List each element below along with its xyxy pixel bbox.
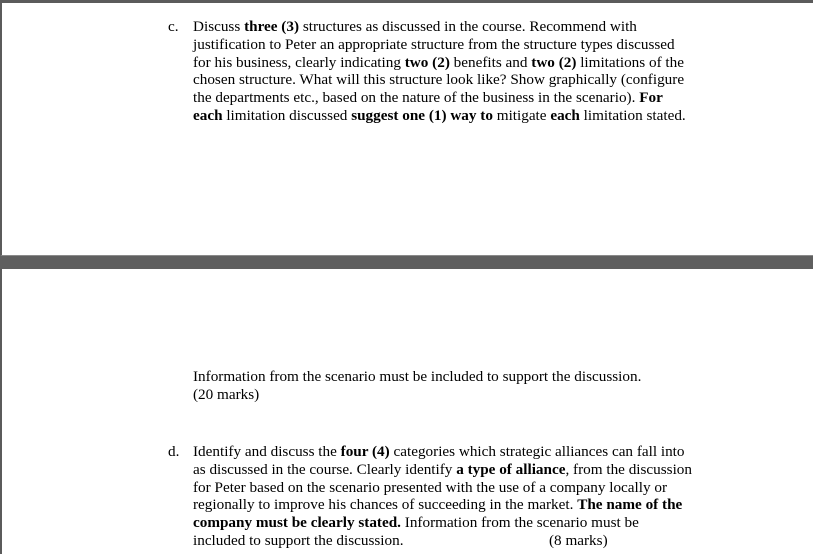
text-line: for Peter based on the scenario presented with the use of a company locally or: [193, 478, 668, 496]
question-d-letter: d.: [168, 443, 180, 460]
bold-text: suggest one (1) way to: [351, 106, 493, 124]
text-line: each limitation discussed suggest one (1) way to mitigate each limitation stated.: [193, 106, 686, 124]
text-line: (20 marks): [193, 385, 260, 403]
bold-text: four (4): [340, 443, 390, 460]
bold-text: a type of alliance: [456, 460, 566, 478]
text-line: Information from the scenario must be included to support the discussion.: [193, 368, 642, 385]
bold-text: three (3): [244, 18, 300, 35]
bold-text: For: [639, 89, 663, 107]
text-line: included to support the discussion.: [193, 531, 404, 549]
text-line: regionally to improve his chances of succeeding in the market. The name of the: [193, 496, 683, 514]
text-line: justification to Peter an appropriate structure from the structure types discussed: [193, 35, 675, 53]
question-d-marks: (8 marks): [549, 532, 608, 549]
question-c-text: [193, 18, 753, 125]
bold-text: two (2): [531, 53, 577, 71]
question-c-letter: c.: [168, 18, 179, 35]
bold-text: two (2): [404, 53, 450, 71]
bold-text: company must be clearly stated.: [193, 514, 401, 532]
text-line: company must be clearly stated. Information from the scenario must be: [193, 514, 639, 532]
bold-text: each: [550, 106, 580, 124]
question-d-text: [193, 443, 753, 550]
bold-text: each: [193, 106, 223, 124]
bold-text: The name of the: [577, 496, 683, 514]
text-line: for his business, clearly indicating two (2) benefits and two (2) limitations of the: [193, 53, 684, 71]
text-line: Discuss three (3) structures as discussed in the course. Recommend with: [193, 18, 637, 35]
question-c-continued-text: [193, 368, 753, 404]
text-line: chosen structure. What will this structure look like? Show graphically (configure: [193, 71, 685, 89]
text-line: as discussed in the course. Clearly identify a type of alliance, from the discussion: [193, 460, 692, 478]
text-line: Identify and discuss the four (4) categories which strategic alliances can fall into: [193, 443, 685, 460]
page-separator: [0, 256, 813, 269]
text-line: the departments etc., based on the nature of the business in the scenario). For: [193, 89, 663, 107]
